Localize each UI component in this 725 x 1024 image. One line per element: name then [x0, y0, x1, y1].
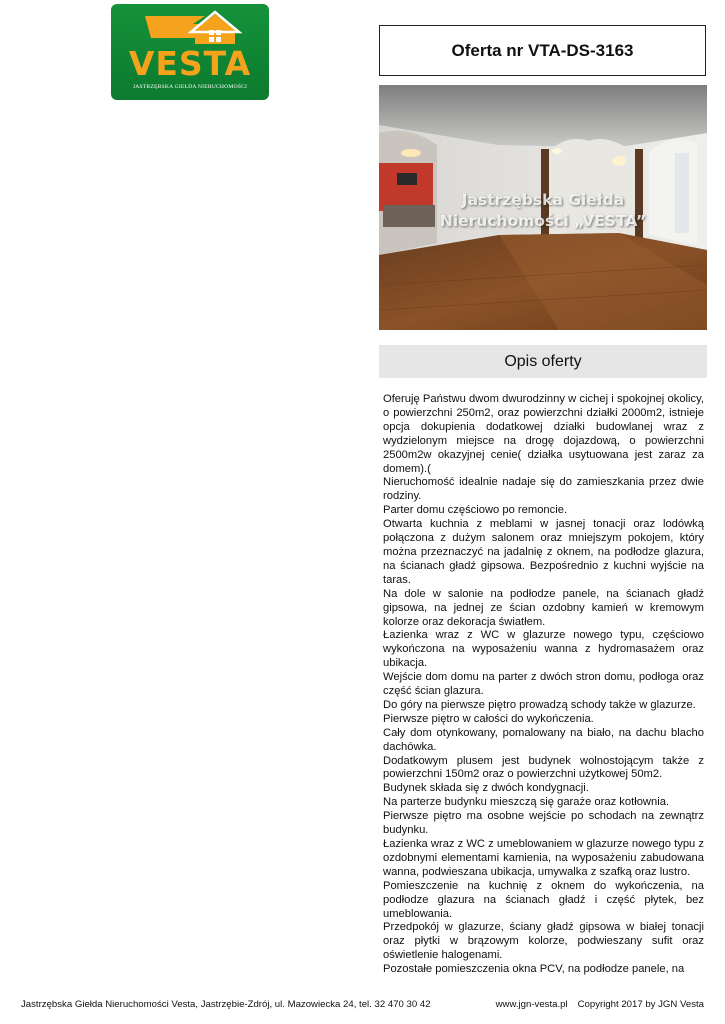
photo-watermark [379, 190, 707, 232]
logo-tagline: JASTRZĘBSKA GIEŁDA NIERUCHOMOŚCI [132, 84, 248, 90]
description-paragraph: Nieruchomość idealnie nadaje się do zamieszkania przez dwie rodziny. [383, 476, 704, 503]
description-paragraph: Dodatkowym plusem jest budynek wolnostojącym także z powierzchni 150m2 oraz o powierzchni użytkowej 50m2. [383, 754, 704, 781]
offer-title: Oferta nr VTA-DS-3163 [379, 25, 706, 76]
description-paragraph: Łazienka wraz z WC w glazurze nowego typu, częściowo wykończona na wyposażeniu wanna z hydromasażem oraz ubikacja. [383, 629, 704, 670]
section-title-description: Opis oferty [379, 345, 707, 378]
description-paragraph: Na parterze budynku mieszczą się garaże oraz kotłownia. [383, 796, 670, 809]
description-paragraph: Budynek składa się z dwóch kondygnacji. [383, 782, 589, 795]
description-paragraph: Łazienka wraz z WC z umeblowaniem w glazurze nowego typu z ozdobnymi elementami kamienia, na wyposażeniu zabudowana wanna, podwieszana ubikacja, umywalka z szafką oraz lustro. [383, 838, 704, 878]
property-photo [379, 85, 707, 330]
vesta-logo [111, 4, 269, 100]
footer-website-link[interactable]: www.jgn-vesta.pl [495, 999, 568, 1010]
offer-description [383, 393, 704, 976]
description-paragraph: Wejście dom domu na parter z dwóch stron domu, podłoga oraz część ścian glazura. [383, 671, 704, 698]
watermark-line-1: Jastrzębska Giełda [461, 191, 625, 209]
description-paragraph: Pozostałe pomieszczenia okna PCV, na podłodze panele, na [383, 963, 685, 976]
description-paragraph: Do góry na pierwsze piętro prowadzą schody także w glazurze. [383, 698, 696, 711]
description-paragraph: Przedpokój w glazurze, ściany gładź gipsowa w białej tonacji oraz płytki w brązowym kolorze, podwieszany sufit oraz oświetlenie halogenami. [383, 921, 704, 962]
description-paragraph: Na dole w salonie na podłodze panele, na ścianach gładź gipsowa, na jednej ze ścian ozdobny kamień w kremowym kolorze oraz dekoracja światłem. [383, 587, 704, 628]
footer-links [496, 999, 704, 1010]
description-paragraph: Pomieszczenie na kuchnię z oknem do wykończenia, na podłodze glazura na ścianach gładź i część płytek, bez umeblowania. [383, 879, 704, 920]
description-paragraph: Parter domu częściowo po remoncie. [383, 504, 568, 517]
description-paragraph: Cały dom otynkowany, pomalowany na biało, na dachu blacho dachówka. [383, 726, 704, 753]
footer-copyright: Copyright 2017 by JGN Vesta [577, 999, 704, 1010]
description-paragraph: Otwarta kuchnia z meblami w jasnej tonacji oraz lodówką połączona z dużym salonem oraz mniejszym pokojem, który można przeznaczyć na jadalnię z oknem, na podłodze glazura, na ścianach gładź gipsowa. Bezpośrednio z kuchni wyjście na taras. [383, 518, 704, 586]
description-paragraph: Pierwsze piętro ma osobne wejście po schodach na zewnątrz budynku. [383, 810, 704, 837]
footer-address: Jastrzębska Giełda Nieruchomości Vesta, Jastrzębie-Zdrój, ul. Mazowiecka 24, tel. 32 470 30 42 [21, 999, 431, 1010]
description-paragraph: Oferuję Państwu dwom dwurodzinny w cichej i spokojnej okolicy, o powierzchni 250m2, oraz powierzchni działki 2000m2, istnieje opcja dokupienia dodatkowej działki budowlanej wraz z wydzielonym miejsce na drogę dojazdową, o powierzchni 2500m2w okazyjnej cenie( działka usytuowana jest zaraz za domem).( [383, 393, 704, 475]
watermark-line-2: Nieruchomości „VESTA” [439, 212, 647, 230]
description-paragraph: Pierwsze piętro w całości do wykończenia. [383, 712, 594, 725]
logo-wordmark: VESTA [128, 44, 252, 83]
